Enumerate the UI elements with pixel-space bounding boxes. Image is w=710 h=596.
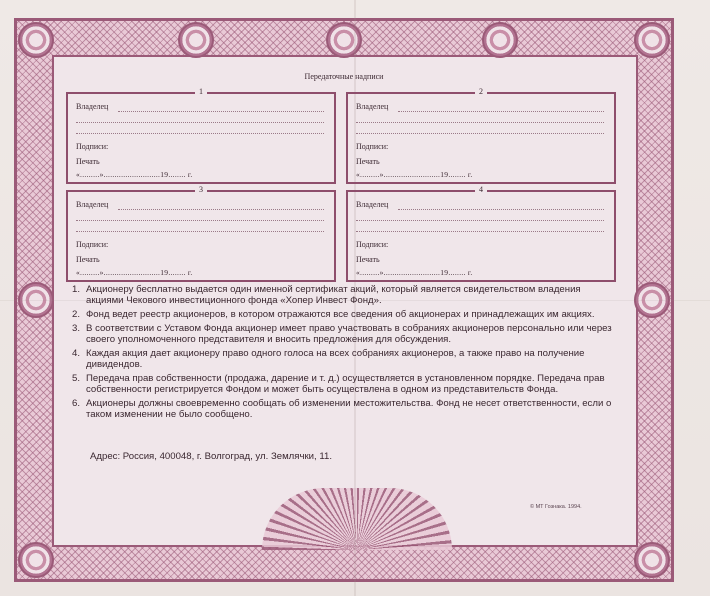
signatures-label: Подписи: <box>76 142 109 151</box>
top-right-mid-rosette <box>482 22 518 58</box>
transfer-box-number: 1 <box>195 87 207 96</box>
owner-line <box>76 231 324 232</box>
signatures-label: Подписи: <box>76 240 109 249</box>
transfer-box-4 <box>346 185 616 282</box>
guilloche-fan-ornament <box>262 488 452 550</box>
stamp-label: Печать <box>356 255 380 264</box>
corner-rosette-bottom-right <box>634 542 670 578</box>
section-heading: Передаточные надписи <box>304 72 384 81</box>
corner-rosette-top-right <box>634 22 670 58</box>
fund-address: Адрес: Россия, 400048, г. Волгоград, ул. Землячки, 11. <box>90 451 332 462</box>
printer-copyright: © МТ Гознака. 1994. <box>530 504 582 510</box>
transfer-box-3 <box>66 185 336 282</box>
stamp-label: Печать <box>76 255 100 264</box>
rule-text: В соответствии с Уставом Фонда акционер имеет право участвовать в собраниях акционеров персонально или через своего уполномоченного представителя и вносить предложения для обсуждения. <box>86 323 612 345</box>
transfer-box-number: 2 <box>475 87 487 96</box>
owner-line <box>356 122 604 123</box>
rule-item <box>72 348 620 370</box>
transfer-box-number: 4 <box>475 185 487 194</box>
transfer-box-number: 3 <box>195 185 207 194</box>
owner-line <box>118 111 324 112</box>
rule-number: 3. <box>72 323 81 334</box>
rule-item <box>72 398 620 420</box>
rule-item <box>72 323 620 345</box>
rule-number: 5. <box>72 373 81 384</box>
rule-text: Акционеры должны своевременно сообщать об изменении местожительства. Фонд не несет ответственности, если о таком изменении не было сообщено. <box>86 398 612 420</box>
shareholder-rules-list <box>72 284 620 423</box>
rule-number: 6. <box>72 398 81 409</box>
date-line: «.........»..........................19........ г. <box>356 268 473 277</box>
date-line: «.........»..........................19........ г. <box>356 170 473 179</box>
owner-line <box>356 220 604 221</box>
rule-text: Каждая акция дает акционеру право одного голоса на всех собраниях акционеров, а также право на получение дивидендов. <box>86 348 585 370</box>
owner-label: Владелец <box>76 200 109 209</box>
rule-number: 2. <box>72 309 81 320</box>
top-center-rosette <box>326 22 362 58</box>
corner-rosette-top-left <box>18 22 54 58</box>
rule-number: 4. <box>72 348 81 359</box>
stamp-label: Печать <box>356 157 380 166</box>
rule-item <box>72 373 620 395</box>
owner-line <box>356 133 604 134</box>
corner-rosette-bottom-left <box>18 542 54 578</box>
owner-label: Владелец <box>356 200 389 209</box>
date-line: «.........»..........................19........ г. <box>76 268 193 277</box>
owner-line <box>76 220 324 221</box>
signatures-label: Подписи: <box>356 142 389 151</box>
owner-line <box>76 133 324 134</box>
rule-number: 1. <box>72 284 81 295</box>
owner-line <box>356 231 604 232</box>
stamp-label: Печать <box>76 157 100 166</box>
owner-line <box>398 111 604 112</box>
transfer-box-1 <box>66 87 336 184</box>
rule-item <box>72 284 620 306</box>
owner-line <box>118 209 324 210</box>
rule-text: Фонд ведет реестр акционеров, в котором отражаются все сведения об акционерах и принадлежащих им акциях. <box>86 309 595 320</box>
rule-text: Акционеру бесплатно выдается один именной сертификат акций, который является свидетельством владения акциями Чекового инвестиционного фонда «Хопер Инвест Фонд». <box>86 284 581 306</box>
owner-line <box>398 209 604 210</box>
signatures-label: Подписи: <box>356 240 389 249</box>
top-left-mid-rosette <box>178 22 214 58</box>
rule-text: Передача прав собственности (продажа, дарение и т. д.) осуществляется в установленном порядке. Передача прав собственности регистрируется Фондом и может быть осуществлена в одном из представительств Фонда. <box>86 373 605 395</box>
transfer-box-2 <box>346 87 616 184</box>
date-line: «.........»..........................19........ г. <box>76 170 193 179</box>
rule-item <box>72 309 620 320</box>
owner-line <box>76 122 324 123</box>
owner-label: Владелец <box>76 102 109 111</box>
owner-label: Владелец <box>356 102 389 111</box>
